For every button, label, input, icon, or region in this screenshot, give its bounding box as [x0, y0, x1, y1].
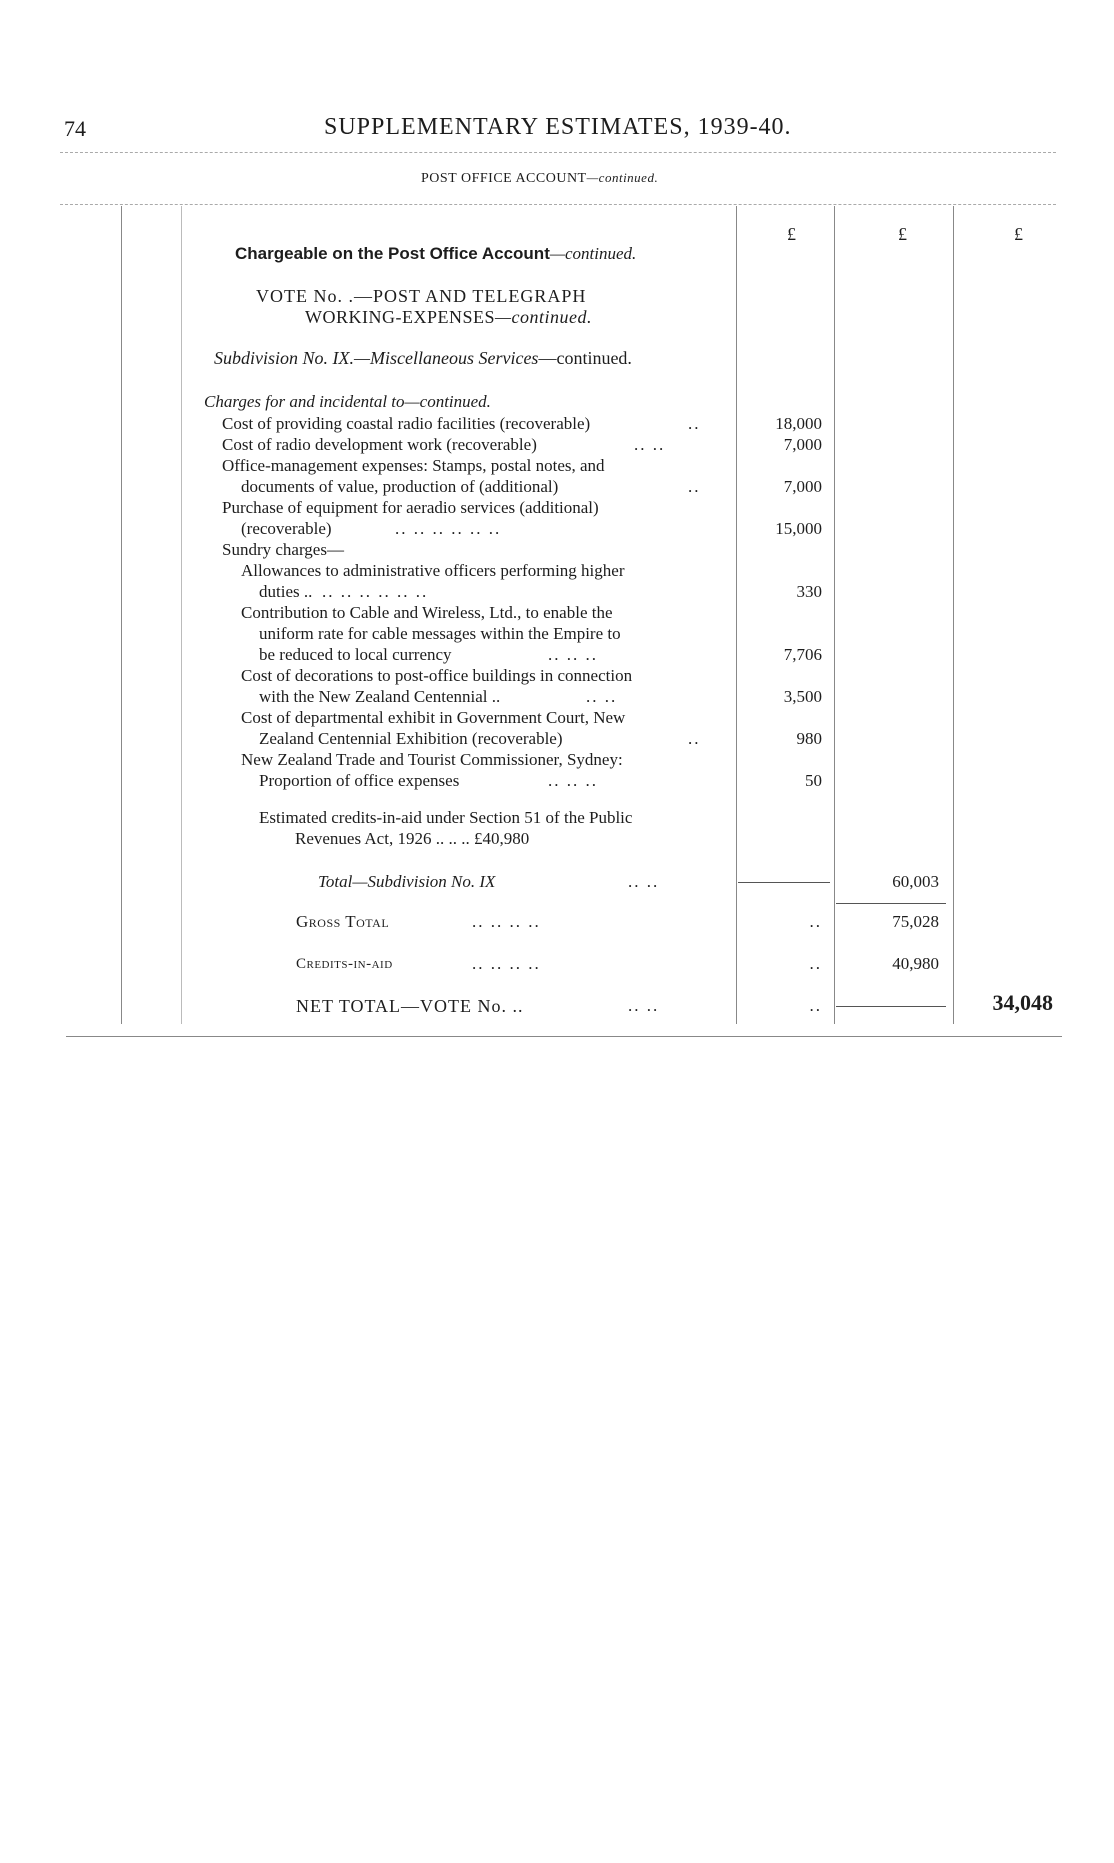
table-bottom-rule — [66, 1036, 1062, 1037]
item-amount: 980 — [796, 729, 822, 748]
vote-heading-line1: VOTE No. .—POST AND TELEGRAPH — [256, 286, 587, 306]
left-border-inner — [181, 206, 182, 1024]
net-total-amount: 34,048 — [992, 990, 1053, 1015]
subtitle-continued: —continued. — [586, 170, 659, 185]
item-amount: 50 — [805, 771, 822, 790]
col3-divider — [953, 206, 954, 1024]
item-line-text: Office-management expenses: Stamps, postal notes, and — [222, 456, 605, 475]
item-leader-dots: .. .. .. — [548, 771, 598, 790]
total-subdivision-amount: 60,003 — [892, 872, 939, 891]
item-amount: 3,500 — [783, 687, 822, 706]
table-top-rule — [60, 204, 1056, 205]
item-line-text: Sundry charges— — [222, 540, 344, 559]
item-amount: 330 — [796, 582, 822, 601]
vote-line2-continued: —continued. — [495, 307, 592, 327]
item-amount: 15,000 — [775, 519, 822, 538]
item-leader-dots: .. .. .. — [548, 645, 598, 664]
page-number: 74 — [64, 116, 86, 141]
net-total-label: NET TOTAL—VOTE No. .. — [296, 996, 524, 1016]
chargeable-main: Chargeable on the Post Office Account — [235, 244, 550, 263]
item-line-text: Cost of decorations to post-office buildings in connection — [241, 666, 633, 685]
total-subdivision-dots: .. .. — [628, 872, 660, 891]
item-leader-dots: .. .. .. .. .. .. — [322, 582, 429, 601]
item-line-text: duties .. — [259, 582, 313, 601]
col2-sum-rule — [836, 903, 946, 904]
chargeable-continued: —continued. — [549, 244, 637, 263]
item-line-text: Cost of radio development work (recoverable) — [222, 435, 537, 454]
chargeable-heading — [235, 244, 636, 264]
col1-currency: £ — [787, 224, 796, 244]
section-subtitle — [421, 170, 658, 187]
header-rule — [60, 152, 1056, 153]
item-line-text: Zealand Centennial Exhibition (recoverable) — [259, 729, 563, 748]
item-leader-dots: .. — [688, 477, 701, 496]
subdivision-heading — [214, 348, 632, 369]
credits-note-line2: Revenues Act, 1926 .. .. .. £40,980 — [295, 829, 530, 848]
gross-total-amount: 75,028 — [892, 912, 939, 931]
item-line-text: Proportion of office expenses — [259, 771, 460, 790]
gross-total-label: Gross Total — [296, 912, 390, 931]
credits-in-aid-label: Credits-in-aid — [296, 956, 393, 972]
subtitle-main: POST OFFICE ACCOUNT — [421, 171, 587, 186]
item-line-text: Contribution to Cable and Wireless, Ltd., to enable the — [241, 603, 613, 622]
item-line-text: documents of value, production of (additional) — [241, 477, 559, 496]
item-leader-dots: .. .. — [634, 435, 666, 454]
col2-divider — [834, 206, 835, 1024]
item-amount: 7,706 — [783, 645, 822, 664]
credits-note-line1: Estimated credits-in-aid under Section 51 of the Public — [259, 808, 633, 827]
gross-total-col1: .. — [809, 912, 822, 931]
item-leader-dots: .. — [688, 729, 701, 748]
item-line-text: be reduced to local currency — [259, 645, 452, 664]
col1-divider — [736, 206, 737, 1024]
item-amount: 7,000 — [783, 477, 822, 496]
item-leader-dots: .. .. .. .. .. .. — [395, 519, 502, 538]
item-line-text: Cost of departmental exhibit in Government Court, New — [241, 708, 626, 727]
item-leader-dots: .. .. — [586, 687, 618, 706]
left-border-outer — [121, 206, 122, 1024]
item-amount: 7,000 — [783, 435, 822, 454]
page-title: SUPPLEMENTARY ESTIMATES, 1939-40. — [324, 114, 792, 140]
credits-in-aid-amount: 40,980 — [892, 954, 939, 973]
vote-line2-main: WORKING-EXPENSES — [305, 307, 495, 327]
item-line-text: with the New Zealand Centennial .. — [259, 687, 501, 706]
charges-heading: Charges for and incidental to—continued. — [204, 392, 491, 411]
item-line-text: uniform rate for cable messages within the Empire to — [259, 624, 621, 643]
col1-sum-rule — [738, 882, 830, 883]
item-leader-dots: .. — [688, 414, 701, 433]
gross-total-dots: .. .. .. .. — [472, 912, 541, 931]
item-line-text: New Zealand Trade and Tourist Commissioner, Sydney: — [241, 750, 623, 769]
col3-currency: £ — [1014, 224, 1023, 244]
item-amount: 18,000 — [775, 414, 822, 433]
credits-in-aid-col1: .. — [809, 954, 822, 973]
item-line-text: (recoverable) — [241, 519, 332, 538]
subdivision-continued: —continued. — [538, 348, 632, 368]
vote-heading-line2 — [305, 307, 592, 328]
item-line-text: Allowances to administrative officers performing higher — [241, 561, 625, 580]
total-subdivision-label: Total—Subdivision No. IX — [318, 872, 496, 891]
net-total-col1: .. — [809, 996, 822, 1015]
credits-in-aid-dots: .. .. .. .. — [472, 954, 541, 973]
subdivision-main: Subdivision No. IX.—Miscellaneous Services — [214, 348, 539, 368]
col2-net-rule — [836, 1006, 946, 1007]
col2-currency: £ — [898, 224, 907, 244]
item-line-text: Purchase of equipment for aeradio services (additional) — [222, 498, 599, 517]
net-total-dots: .. .. — [628, 996, 660, 1015]
item-line-text: Cost of providing coastal radio facilities (recoverable) — [222, 414, 591, 433]
